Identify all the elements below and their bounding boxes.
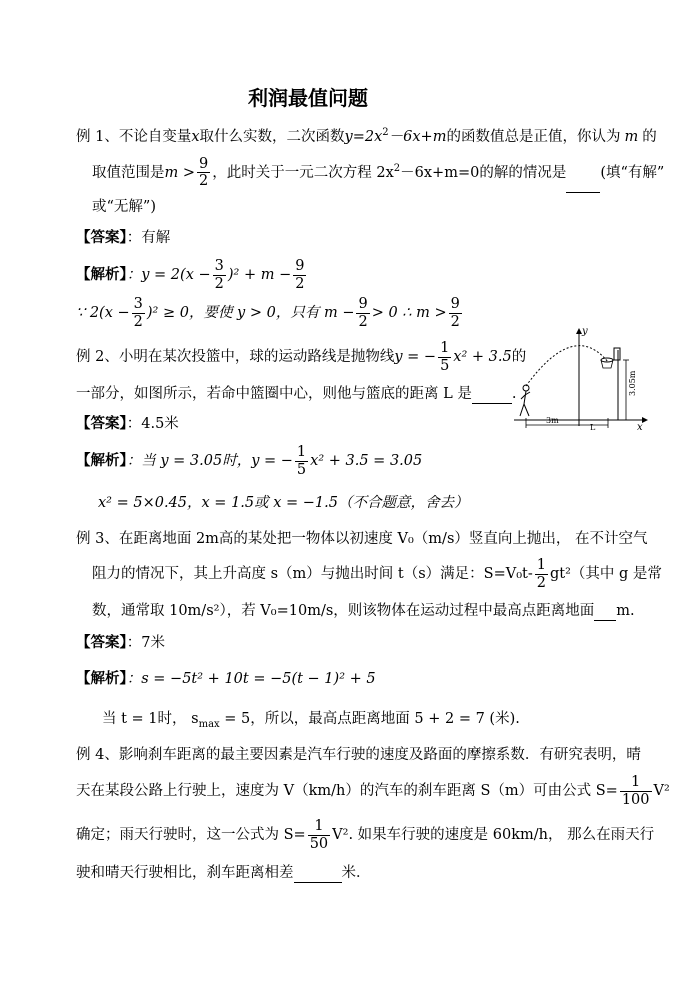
frac-num: 1 bbox=[536, 557, 547, 573]
ex1-text: 的函数值总是正值，你认为 bbox=[446, 128, 621, 145]
frac-den: 2 bbox=[358, 313, 368, 330]
ex3-text: 阻力的情况下，其上升高度 s（m）与抛出时间 t（s）满足：S=V₀t- bbox=[92, 566, 533, 582]
ex4-line4 bbox=[76, 864, 371, 883]
ex1-var-x: x bbox=[191, 128, 200, 145]
fraction-9-2 bbox=[293, 259, 306, 291]
formula: x² + 3.5 bbox=[453, 349, 512, 365]
formula: y = − bbox=[394, 349, 437, 365]
frac-den: 2 bbox=[214, 275, 224, 292]
frac-den: 2 bbox=[295, 275, 305, 292]
ex4-text: V² bbox=[653, 783, 670, 799]
ex1-text: 取什么实数，二次函数 bbox=[199, 128, 345, 145]
fraction-3-2 bbox=[132, 297, 145, 329]
ex2-text: . bbox=[511, 386, 517, 402]
ex2-line2 bbox=[76, 385, 516, 404]
answer-label: 【答案】 bbox=[76, 415, 127, 432]
answer-text: ：有解 bbox=[126, 230, 171, 246]
ex1-eq-sup: 2 bbox=[393, 163, 401, 174]
ex1-func-rest: －6x+m bbox=[388, 128, 447, 145]
ex3-text: 数，通常取 10m/s²），若 V₀=10m/s，则该物体在运动过程中最高点距离地面 bbox=[92, 603, 595, 619]
fraction-9-2 bbox=[356, 297, 369, 329]
frac-num: 9 bbox=[450, 296, 460, 312]
ex4-text: 天在某段公路上行驶上，速度为 V（km/h）的汽车的刹车距离 S（m）可由公式 S= bbox=[76, 783, 618, 799]
basketball-figure bbox=[510, 326, 650, 430]
ex2-text: 一部分，如图所示，若命中篮圈中心，则他与篮底的距离 L 是 bbox=[76, 386, 472, 402]
ex3-answer bbox=[76, 634, 165, 652]
answer-label: 【答案】 bbox=[76, 229, 127, 246]
ex1-text: 取值范围是 bbox=[92, 164, 165, 181]
ex2-text: 例 2、小明在某次投篮中，球的运动路线是抛物线 bbox=[76, 349, 395, 365]
page-title: 利润最值问题 bbox=[248, 86, 368, 110]
fraction-1-100 bbox=[620, 775, 652, 807]
height-label: 3.05m bbox=[628, 370, 637, 396]
fraction-3-2 bbox=[213, 259, 226, 291]
fraction-9-2 bbox=[449, 297, 462, 329]
ex3-text: m. bbox=[616, 603, 635, 619]
ex1-eq: 2x bbox=[376, 164, 394, 181]
y-label: y bbox=[582, 326, 588, 337]
formula: )² ≥ 0，要使 y > 0，只有 m − bbox=[146, 305, 355, 321]
ex3-analysis-line2 bbox=[102, 710, 520, 734]
formula: )² + m − bbox=[227, 267, 292, 283]
ex1-text: ，此时关于一元二次方程 bbox=[212, 164, 372, 181]
frac-num: 1 bbox=[620, 775, 652, 792]
ex1-line3: 或“无解”) bbox=[92, 199, 156, 215]
frac-den: 2 bbox=[199, 173, 209, 190]
ex4-text: 米． bbox=[341, 865, 371, 881]
ex1-func-sup: 2 bbox=[382, 127, 389, 138]
answer-label: 【答案】 bbox=[76, 634, 127, 651]
ex1-analysis bbox=[76, 256, 308, 294]
answer-blank[interactable] bbox=[566, 154, 600, 193]
fraction-1-5 bbox=[295, 445, 308, 477]
fraction-1-50 bbox=[308, 819, 330, 851]
frac-den: 100 bbox=[621, 791, 650, 808]
ex4-text: 驶和晴天行驶相比，刹车距离相差 bbox=[76, 865, 294, 881]
ex1-func: y=2x bbox=[344, 128, 383, 145]
ex2-line1 bbox=[76, 338, 526, 376]
ex4-line3 bbox=[76, 816, 654, 854]
analysis-label: 【解析】 bbox=[76, 670, 127, 687]
ex1-text: 的解的情况是 bbox=[479, 164, 567, 181]
ex1-var-m: m bbox=[624, 128, 639, 145]
player-icon bbox=[520, 385, 530, 416]
ex4-text: V². 如果车行驶的速度是 60km/h， 那么在雨天行 bbox=[332, 827, 655, 843]
frac-num: 9 bbox=[199, 155, 209, 172]
answer-text: ：7米 bbox=[126, 635, 165, 651]
ex1-line2 bbox=[92, 150, 664, 193]
answer-blank[interactable] bbox=[594, 602, 616, 621]
frac-num: 3 bbox=[214, 258, 224, 274]
ex1-ineq: m > bbox=[164, 164, 196, 181]
frac-num: 1 bbox=[440, 340, 450, 356]
fraction-1-5 bbox=[438, 341, 451, 373]
frac-den: 5 bbox=[296, 461, 307, 478]
formula: x² + 3.5 = 3.05 bbox=[310, 453, 423, 469]
ex3-text: gt²（其中 g 是常 bbox=[550, 566, 662, 582]
formula: = 5，所以，最高点距离地面 5 + 2 = 7 (米). bbox=[219, 711, 520, 727]
answer-blank[interactable] bbox=[472, 385, 512, 404]
frac-num: 1 bbox=[308, 819, 330, 836]
ex1-analysis-line2 bbox=[76, 294, 464, 332]
ex2-analysis-line2: x² = 5×0.45，x = 1.5或 x = −1.5（不合题意，舍去） bbox=[98, 495, 469, 511]
ex2-analysis bbox=[76, 442, 422, 480]
parabola-path bbox=[526, 346, 608, 386]
answer-text: ：4.5米 bbox=[126, 416, 179, 432]
frac-den: 5 bbox=[440, 357, 450, 374]
dim-3m-label: 3m bbox=[546, 416, 559, 425]
frac-num: 9 bbox=[358, 296, 368, 312]
ex1-text: (填“有解” bbox=[600, 164, 665, 181]
formula: ∵ 2(x − bbox=[76, 305, 130, 321]
formula: ：当 y = 3.05时，y = − bbox=[126, 453, 293, 469]
ex4-text: 确定；雨天行驶时，这一公式为 S= bbox=[76, 827, 306, 843]
ex1-line1 bbox=[76, 124, 657, 146]
frac-num: 1 bbox=[296, 444, 307, 460]
ex1-eq-rest: －6x+m=0 bbox=[400, 164, 480, 181]
answer-blank[interactable] bbox=[294, 864, 342, 883]
hoop-icon bbox=[601, 348, 620, 420]
formula-sub: max bbox=[198, 718, 220, 730]
frac-den: 50 bbox=[309, 835, 329, 852]
ex4-line2 bbox=[76, 772, 670, 810]
dim-L-label: L bbox=[590, 423, 596, 430]
frac-den: 2 bbox=[536, 574, 547, 591]
formula: ：y = 2(x − bbox=[126, 267, 211, 283]
x-axis-arrow bbox=[642, 417, 648, 423]
ex3-analysis bbox=[76, 670, 376, 688]
analysis-label: 【解析】 bbox=[76, 266, 127, 283]
formula: > 0 ∴ m > bbox=[371, 305, 447, 321]
frac-den: 2 bbox=[450, 313, 460, 330]
ex4-line1: 例 4、影响刹车距离的最主要因素是汽车行驶的速度及路面的摩擦系数．有研究表明，晴 bbox=[76, 747, 641, 763]
ex1-answer bbox=[76, 229, 170, 247]
formula: 当 t = 1时， s bbox=[102, 711, 199, 727]
frac-num: 3 bbox=[133, 296, 143, 312]
ex3-line2 bbox=[92, 555, 662, 593]
formula: ：s = −5t² + 10t = −5(t − 1)² + 5 bbox=[126, 671, 376, 687]
x-label: x bbox=[637, 422, 643, 430]
analysis-label: 【解析】 bbox=[76, 452, 127, 469]
frac-num: 9 bbox=[295, 258, 305, 274]
frac-den: 2 bbox=[133, 313, 143, 330]
ex3-line3 bbox=[92, 602, 635, 621]
ex3-line1: 例 3、在距离地面 2m高的某处把一物体以初速度 V₀（m/s）竖直向上抛出， 在不计空气 bbox=[76, 531, 648, 547]
ex1-text: 的 bbox=[642, 128, 657, 145]
ex2-text: 的 bbox=[511, 349, 527, 365]
ex2-answer bbox=[76, 415, 179, 433]
fraction-9-2 bbox=[197, 157, 210, 189]
ex1-text: 例 1、不论自变量 bbox=[76, 128, 192, 145]
fraction-1-2 bbox=[535, 558, 548, 590]
